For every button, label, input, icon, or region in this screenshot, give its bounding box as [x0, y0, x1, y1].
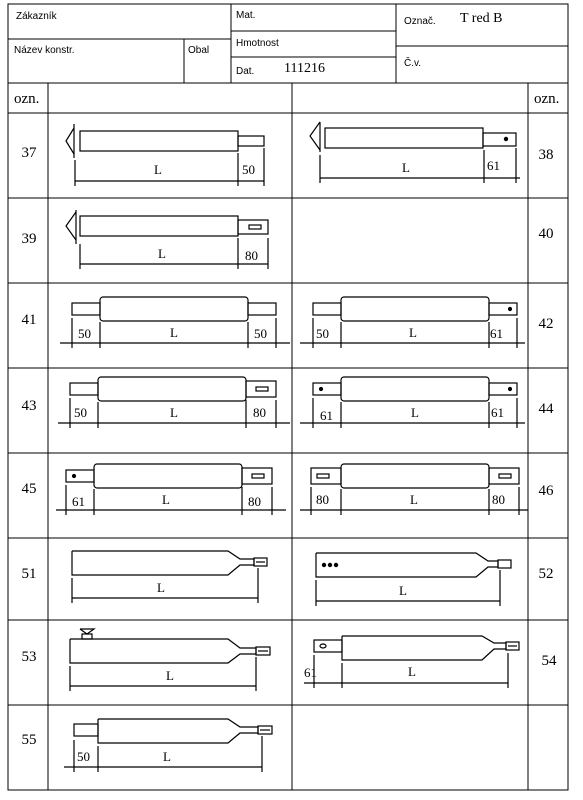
row-number-right: 54 [541, 653, 557, 669]
dimension-label: 50 [242, 162, 255, 177]
row-number-right: 40 [538, 226, 554, 242]
length-label: L [411, 405, 419, 420]
profile-51 [72, 551, 267, 603]
dimension-label: 61 [320, 408, 333, 423]
dimension-label: 80 [316, 492, 329, 507]
dimension-label: 50 [74, 405, 87, 420]
dimension-label: 80 [492, 492, 505, 507]
length-label: L [399, 583, 407, 598]
length-label: L [154, 162, 162, 177]
row-number-left: 51 [21, 566, 37, 582]
left-column-header: ozn. [14, 91, 40, 107]
length-label: L [162, 492, 170, 507]
row-number-left: 39 [21, 231, 37, 247]
length-label: L [166, 668, 174, 683]
profile-39 [66, 210, 268, 269]
length-label: L [163, 749, 171, 764]
date-label: Dat. [236, 66, 255, 77]
row-number-left: 41 [21, 312, 37, 328]
row-number-right: 52 [538, 566, 554, 582]
row-number-left: 37 [21, 145, 37, 161]
dimension-label: 61 [487, 158, 500, 173]
dimension-label: 50 [78, 326, 91, 341]
length-label: L [157, 580, 165, 595]
dimension-label: 61 [304, 665, 317, 680]
row-number-left: 45 [21, 481, 37, 497]
profile-52 [316, 553, 511, 606]
dimension-label: 80 [245, 248, 258, 263]
row-number-right: 38 [538, 147, 554, 163]
date-value: 111216 [284, 61, 325, 76]
length-label: L [409, 325, 417, 340]
profile-37 [66, 124, 264, 186]
row-number-right: 46 [538, 483, 554, 499]
dimension-label: 61 [491, 405, 504, 420]
weight-label: Hmotnost [236, 38, 279, 49]
length-label: L [170, 405, 178, 420]
dimension-label: 80 [248, 494, 261, 509]
dimension-label: 61 [72, 494, 85, 509]
row-number-left: 53 [21, 649, 37, 665]
row-number-right: 42 [538, 316, 554, 332]
length-label: L [158, 246, 166, 261]
length-label: L [170, 325, 178, 340]
length-label: L [408, 664, 416, 679]
construction-name-label: Název konstr. [14, 45, 75, 56]
dimension-label: 80 [253, 405, 266, 420]
profile-54 [304, 636, 519, 688]
drawing-number-label: Č.v. [404, 58, 422, 69]
row-number-right: 44 [538, 401, 554, 417]
length-label: L [402, 160, 410, 175]
length-label: L [410, 492, 418, 507]
dimension-label: 50 [77, 749, 90, 764]
package-label: Obal [188, 45, 210, 56]
row-number-left: 43 [21, 398, 37, 414]
dimension-label: 61 [490, 326, 503, 341]
material-label: Mat. [236, 10, 256, 21]
dimension-label: 50 [254, 326, 267, 341]
right-column-header: ozn. [534, 91, 560, 107]
customer-label: Zákazník [16, 11, 57, 22]
designation-label: Označ. [404, 16, 436, 27]
designation-value: T red B [460, 11, 503, 26]
row-number-left: 55 [21, 732, 37, 748]
dimension-label: 50 [316, 326, 329, 341]
